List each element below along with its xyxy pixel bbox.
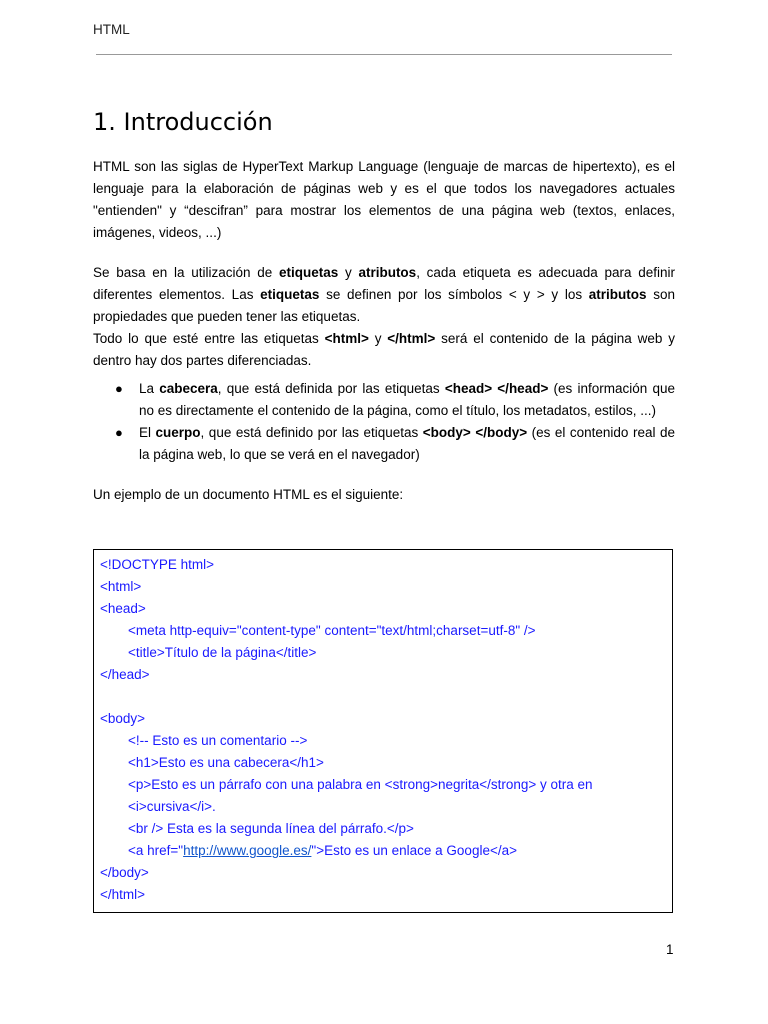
code-line: <head>	[100, 601, 146, 616]
text-run: se definen por los símbolos < y > y los	[319, 287, 589, 302]
text-run: , que está definido por las etiquetas	[200, 425, 423, 440]
text-run: (es el contenido real de la página web, lo que se verá en el navegador)	[139, 425, 676, 462]
bold-term: <body> </body>	[422, 425, 528, 440]
code-line-link	[100, 840, 666, 862]
text-run: Todo lo que esté entre las etiquetas	[93, 331, 325, 346]
bold-term: <head> </head>	[444, 381, 549, 396]
bold-term: cuerpo	[155, 425, 201, 440]
code-line: <i>cursiva</i>.	[128, 799, 216, 814]
code-line: <!-- Esto es un comentario -->	[128, 733, 308, 748]
code-line: <meta http-equiv="content-type" content="text/html;charset=utf-8" />	[128, 623, 536, 638]
text-run: El	[139, 425, 156, 440]
code-line: </head>	[100, 667, 150, 682]
html-tags-paragraph	[93, 328, 675, 372]
bold-term: <html>	[324, 331, 369, 346]
bold-term: atributos	[588, 287, 647, 302]
code-line: <title>Título de la página</title>	[128, 645, 317, 660]
bullet-icon: ●	[115, 381, 123, 396]
page-number: 1	[666, 942, 674, 957]
google-link[interactable]: http://www.google.es/	[183, 843, 312, 858]
list-item-body	[115, 422, 676, 466]
code-line: <h1>Esto es una cabecera</h1>	[128, 755, 324, 770]
text-run: Se basa en la utilización de	[93, 265, 279, 280]
bold-term: etiquetas	[260, 287, 320, 302]
code-text: ">Esto es un enlace a Google</a>	[311, 843, 517, 858]
example-intro: Un ejemplo de un documento HTML es el siguiente:	[93, 487, 404, 502]
bold-term: etiquetas	[278, 265, 339, 280]
code-text: <a href="	[128, 843, 184, 858]
code-line: </body>	[100, 865, 149, 880]
parts-list	[93, 378, 675, 466]
code-example-box	[93, 549, 673, 913]
document-body	[93, 156, 675, 506]
text-run: (es información que no es directamente el contenido de la página, como el título, los metadatos, estilos, ...)	[139, 381, 675, 418]
header-divider	[96, 54, 672, 55]
bullet-icon: ●	[115, 425, 123, 440]
list-item-head	[115, 378, 675, 422]
text-run: , que está definida por las etiquetas	[217, 381, 445, 396]
bold-term: cabecera	[159, 381, 218, 396]
text-run: , cada etiqueta es adecuada para definir diferentes elementos. Las	[93, 265, 675, 302]
code-line: <br /> Esta es la segunda línea del párrafo.</p>	[128, 821, 414, 836]
intro-paragraph: HTML son las siglas de HyperText Markup Language (lenguaje de marcas de hipertexto), es el lenguaje para la elaboración de páginas web y es el que todos los navegadores actuales "entienden" y “descifran” para mostrar los elementos de una página web (textos, enlaces, imágenes, videos, ...)	[93, 159, 675, 240]
code-line: <body>	[100, 711, 146, 726]
bold-term: </html>	[387, 331, 436, 346]
tags-attributes-paragraph	[93, 262, 675, 328]
text-run: y	[338, 265, 359, 280]
code-line-blank	[100, 686, 666, 708]
code-line: </html>	[100, 887, 146, 902]
section-title: 1. Introducción	[93, 108, 273, 136]
text-run: son propiedades que pueden tener las etiquetas.	[93, 287, 675, 324]
code-line: <p>Esto es un párrafo con una palabra en <strong>negrita</strong> y otra en	[128, 777, 593, 792]
text-run: será el contenido de la página web y dentro hay dos partes diferenciadas.	[93, 331, 675, 368]
code-line: <html>	[100, 579, 142, 594]
code-line: <!DOCTYPE html>	[100, 557, 215, 572]
text-run: y	[368, 331, 388, 346]
text-run: La	[139, 381, 160, 396]
page-header: HTML	[93, 22, 130, 37]
bold-term: atributos	[358, 265, 417, 280]
